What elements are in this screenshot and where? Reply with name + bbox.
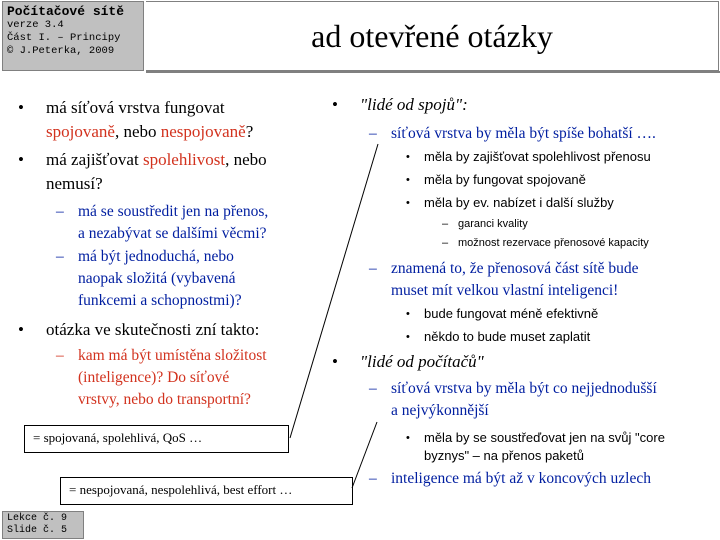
point-text: měla by zajišťovat spolehlivost přenosu <box>424 149 651 164</box>
sub-line: a nejvýkonnější <box>391 402 489 419</box>
dash-marker: – <box>56 347 64 364</box>
group-a-sub-2 <box>369 258 639 302</box>
group-b-heading <box>332 350 484 374</box>
group-a-point-5 <box>406 328 591 346</box>
dash-marker: – <box>369 260 377 277</box>
bullet-dot: • <box>406 197 410 209</box>
text-fragment: ? <box>245 122 254 141</box>
group-a-point-3-sub-1 <box>442 216 528 233</box>
group-a-heading-text: "lidé od spojů": <box>360 95 468 114</box>
bullet-dot: • <box>18 150 24 169</box>
course-version: verze 3.4 <box>7 19 64 31</box>
group-a-point-3-sub-2 <box>442 235 649 252</box>
sub-line: (inteligence)? Do síťové <box>78 369 230 386</box>
sub-line: síťová vrstva by měla být co nejjednodušší <box>391 380 657 397</box>
group-b-heading-text: "lidé od počítačů" <box>360 352 484 371</box>
bullet-dot: • <box>332 352 338 371</box>
question-1-line-1: má síťová vrstva fungovat <box>46 98 225 117</box>
group-a-point-4 <box>406 305 599 323</box>
word-spolehlivost: spolehlivost <box>142 150 226 169</box>
dash-marker: – <box>369 380 377 397</box>
group-a-heading <box>332 93 468 117</box>
text-fragment: , nebo <box>114 122 161 141</box>
sub-line: znamená to, že přenosová část sítě bude <box>391 260 639 277</box>
point-text: byznys" – na přenos paketů <box>424 448 584 463</box>
slide-title: ad otevřené otázky <box>311 17 553 54</box>
bullet-dot: • <box>332 95 338 114</box>
point-text: někdo to bude muset zaplatit <box>424 329 591 344</box>
course-copyright: © J.Peterka, 2009 <box>7 45 115 57</box>
point-text: garanci kvality <box>458 218 528 230</box>
bullet-dot: • <box>18 98 24 117</box>
course-title: Počítačové sítě <box>7 4 125 19</box>
group-a-point-3 <box>406 194 614 212</box>
group-b-sub-1 <box>369 378 657 422</box>
group-b-sub-2 <box>369 468 651 490</box>
bullet-dot: • <box>406 308 410 320</box>
slide-footer <box>2 511 84 539</box>
course-part: Část I. – Principy <box>7 32 121 44</box>
sub-line: inteligence má být až v koncových uzlech <box>391 470 651 487</box>
group-b-point-1 <box>406 429 665 465</box>
text-fragment: má zajišťovat <box>46 150 143 169</box>
sub-line: a nezabývat se dalšími věcmi? <box>78 225 267 242</box>
bullet-dot: • <box>406 151 410 163</box>
dash-marker: – <box>56 248 64 265</box>
point-text: měla by fungovat spojovaně <box>424 172 586 187</box>
connection-oriented-box: = spojovaná, spolehlivá, QoS … <box>24 425 289 453</box>
word-spojovane: spojovaně <box>46 122 115 141</box>
dash-marker: – <box>369 125 377 142</box>
sub-line: kam má být umístěna složitost <box>78 347 267 364</box>
sub-line: naopak složitá (vybavená <box>78 270 236 287</box>
dash-marker: – <box>56 203 64 220</box>
sub-line: funkcemi a schopnostmi)? <box>78 292 242 309</box>
group-a-sub-1 <box>369 123 656 145</box>
point-text: měla by se soustřeďovat jen na svůj "core <box>424 430 665 445</box>
bullet-dot: • <box>406 331 410 343</box>
point-text: měla by ev. nabízet i další služby <box>424 195 614 210</box>
dash-marker: – <box>442 218 449 230</box>
bullet-dot: • <box>18 320 24 339</box>
connectionless-box: = nespojovaná, nespolehlivá, best effort … <box>60 477 353 505</box>
text-fragment: , nebo <box>225 150 267 169</box>
point-text: možnost rezervace přenosové kapacity <box>458 237 649 249</box>
sub-line: vrstvy, nebo do transportní? <box>78 391 251 408</box>
dash-marker: – <box>369 470 377 487</box>
sub-line: muset mít velkou vlastní inteligenci! <box>391 282 619 299</box>
point-text: bude fungovat méně efektivně <box>424 306 599 321</box>
word-nespojovane: nespojovaně <box>160 122 246 141</box>
lecture-number: Lekce č. 9 <box>7 513 68 524</box>
sub-line: má se soustředit jen na přenos, <box>78 203 269 220</box>
sub-line: má být jednoduchá, nebo <box>78 248 234 265</box>
question-2-line-2: nemusí? <box>46 174 103 193</box>
group-a-point-1 <box>406 148 651 166</box>
bullet-dot: • <box>406 432 410 444</box>
sub-line: síťová vrstva by měla být spíše bohatší …. <box>391 125 656 142</box>
bullet-dot: • <box>406 174 410 186</box>
group-a-point-2 <box>406 171 586 189</box>
slide-number: Slide č. 5 <box>7 525 68 536</box>
question-3-text: otázka ve skutečnosti zní takto: <box>46 320 260 339</box>
dash-marker: – <box>442 237 449 249</box>
connector-line-1 <box>290 144 378 438</box>
